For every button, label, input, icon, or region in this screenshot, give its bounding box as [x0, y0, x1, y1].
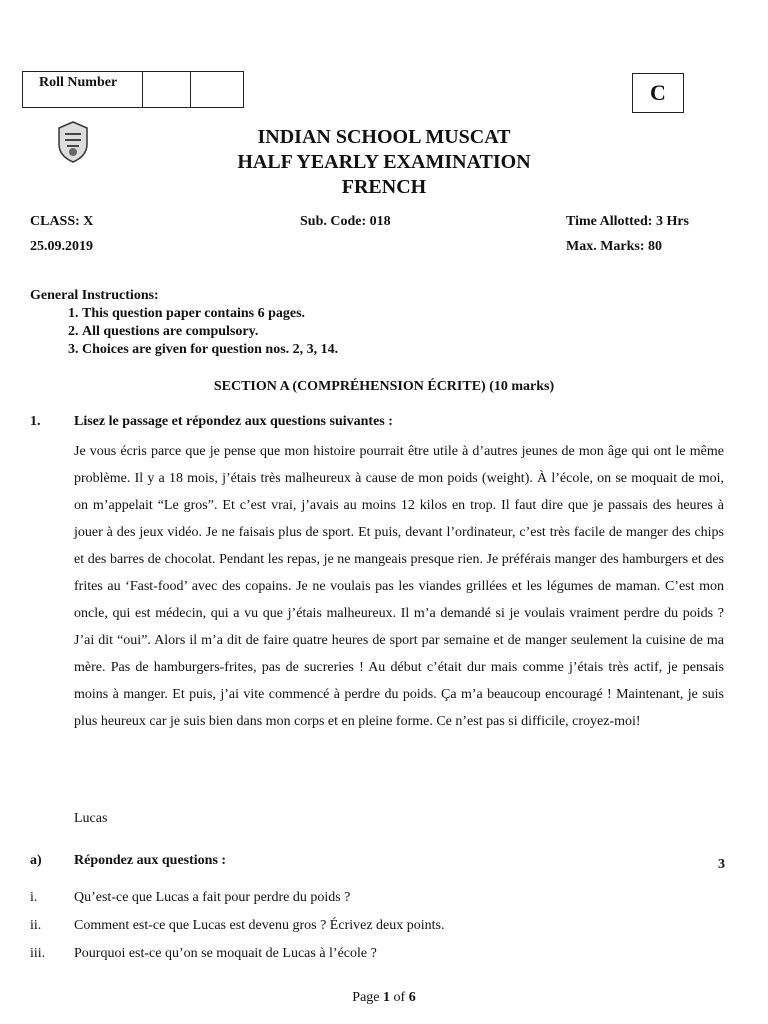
sub-question-text: Comment est-ce que Lucas est devenu gros ? Écrivez deux points. [74, 918, 445, 933]
roll-number-label: Roll Number [23, 72, 143, 107]
passage-text: Je vous écris parce que je pense que mon histoire pourrait être utile à d’autres jeunes de mon âge qui ont le même problème. Il y a 18 mois, j’étais très malheureux à cause de mon poids (weight). À l’école, on se moquait de moi, on m’appelait “Le gros”. Et c’est vrai, j’avais au moins 12 kilos en trop. Il faut dire que je passais des heures à jouer à des jeux vidéo. Je ne faisais plus de sport. Et puis, devant l’ordinateur, c’est très facile de manger des chips et des barres de chocolat. Pendant les repas, je ne mangeais presque rien. Je préférais manger des hamburgers et des frites au ‘Fast-food’ avec des copains. Je ne voulais pas les viandes grillées et les légumes de maman. C’est mon oncle, qui est médecin, qui a vu que j’étais malheureux. Il m’a demandé si je voulais vraiment perdre du poids ? J’ai dit “oui”. Alors il m’a dit de faire quatre heures de sport par semaine et de manger seulement la cuisine de ma mère. Pas de hamburgers-frites, pas de sucreries ! Au début c’était dur mais comme j’étais très actif, je pensais moins à manger. Et puis, j’ai vite commencé à perdre du poids. Ça m’a beaucoup encouragé ! Maintenant, je suis plus heureux car je suis bien dans mon corps et en pleine forme. Ce n’est pas si difficile, croyez-moi! [74, 444, 724, 729]
sub-question-number: ii. [30, 918, 42, 933]
page-current: 1 [383, 990, 391, 1005]
page-prefix: Page [352, 990, 384, 1005]
instruction-item: 2. All questions are compulsory. [82, 323, 338, 341]
part-marks: 3 [718, 857, 725, 872]
class-info: CLASS: X [30, 214, 94, 229]
school-name: INDIAN SCHOOL MUSCAT [257, 126, 511, 148]
roll-number-box [22, 71, 244, 108]
general-instructions [30, 287, 338, 359]
passage-signature: Lucas [74, 811, 108, 826]
sub-question-text: Pourquoi est-ce qu’on se moquait de Lucas à l’école ? [74, 946, 377, 961]
exam-title: HALF YEARLY EXAMINATION [237, 151, 531, 173]
instructions-heading: General Instructions: [30, 288, 159, 303]
reading-passage [74, 438, 724, 735]
subject-title: FRENCH [341, 176, 427, 198]
roll-number-cell [191, 72, 243, 107]
instruction-item: 1. This question paper contains 6 pages. [82, 305, 338, 323]
page-mid: of [390, 990, 409, 1005]
sub-question-text: Qu’est-ce que Lucas a fait pour perdre du poids ? [74, 890, 351, 905]
question-number: 1. [30, 414, 41, 429]
time-allotted: Time Allotted: 3 Hrs [566, 214, 690, 229]
sub-question-number: i. [30, 890, 38, 905]
page-total: 6 [408, 990, 416, 1005]
set-code-box: C [632, 73, 684, 113]
subject-code: Sub. Code: 018 [300, 214, 391, 229]
page-footer [0, 990, 768, 1006]
section-a-title: SECTION A (COMPRÉHENSION ÉCRITE) (10 marks) [213, 379, 555, 394]
instruction-item: 3. Choices are given for question nos. 2, 3, 14. [82, 341, 338, 359]
exam-date: 25.09.2019 [30, 239, 93, 254]
roll-number-cell [143, 72, 192, 107]
instructions-list [30, 305, 338, 359]
part-label: a) [30, 853, 42, 868]
max-marks: Max. Marks: 80 [566, 239, 663, 254]
part-prompt: Répondez aux questions : [74, 853, 227, 868]
question-prompt: Lisez le passage et répondez aux questions suivantes : [74, 414, 393, 429]
sub-question-number: iii. [30, 946, 46, 961]
